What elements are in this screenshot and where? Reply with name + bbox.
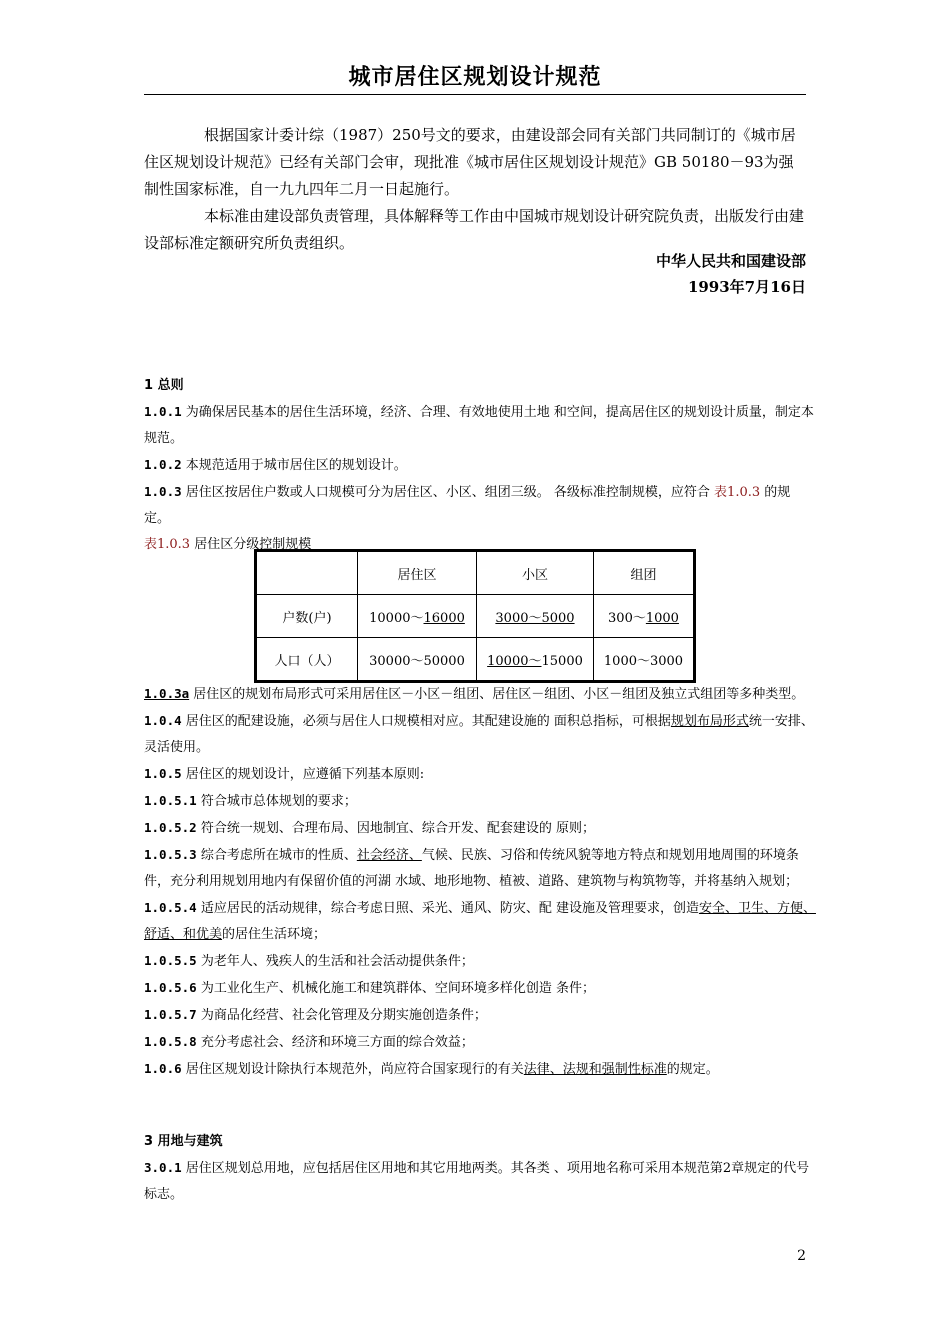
clause-text: 居住区的规划设计，应遵循下列基本原则: (181, 767, 425, 782)
clause-text: 的规定。 (666, 1062, 719, 1077)
clause-number: 1.0.5.7 (144, 1007, 197, 1022)
table-row (256, 638, 695, 682)
clause (144, 452, 816, 479)
scale-table (254, 549, 696, 683)
table-cell: 10000～15000 (477, 638, 594, 682)
clause-text-underlined: 规划布局形式 (670, 714, 749, 729)
clause-text-underlined: 安全、卫生、方便、舒适、和优美 (144, 901, 816, 942)
clause-text-underlined: 社会经济、 (356, 848, 422, 863)
clause-number: 1.0.5.5 (144, 953, 197, 968)
table-caption-ref: 表1.0.3 (144, 537, 191, 552)
clause (144, 1002, 816, 1029)
table-cell: 3000～5000 (477, 595, 594, 638)
intro-paragraph: 本标准由建设部负责管理，具体解释等工作由中国城市规划设计研究院负责，出版发行由建设部标准定额研究所负责组织。 (144, 207, 805, 252)
table-header-cell: 组团 (594, 551, 695, 595)
clause-text: 居住区的配建设施，必须与居住人口规模相对应。其配建设施的 面积总指标，可根据 (181, 714, 671, 729)
clause-text: 充分考虑社会、经济和环境三方面的综合效益； (196, 1035, 474, 1050)
clause-number: 1.0.6 (144, 1061, 182, 1076)
clause (144, 842, 816, 895)
table-header-cell: 小区 (477, 551, 594, 595)
table-cell: 30000～50000 (358, 638, 477, 682)
clause-text: 为确保居民基本的居住生活环境，经济、合理、有效地使用土地 和空间，提高居住区的规划设计质量，制定本规范。 (144, 405, 814, 446)
table-cell: 300～1000 (594, 595, 695, 638)
clause (144, 1029, 816, 1056)
clause (144, 948, 816, 975)
clause-number: 1.0.5.1 (144, 793, 197, 808)
table-cell: 1000～3000 (594, 638, 695, 682)
clause (144, 815, 816, 842)
clause-number: 1.0.3a (144, 686, 190, 701)
intro-paragraph: 根据国家计委计综（1987）250号文的要求，由建设部会同有关部门共同制订的《城市居住区规划设计规范》已经有关部门会审，现批准《城市居住区规划设计规范》GB 50180－93为强制性国家标准，自一九九四年二月一日起施行。 (144, 126, 796, 198)
clause-number: 3.0.1 (144, 1160, 182, 1175)
clause-text: 的规定。 (144, 485, 791, 526)
section-1-bottom (144, 681, 816, 1083)
page-number: 2 (797, 1248, 806, 1264)
clause-number: 1.0.1 (144, 404, 182, 419)
clause-text-underlined: 法律、法规和强制性标准 (523, 1062, 667, 1077)
clause-number: 1.0.3 (144, 484, 182, 499)
clause-text: 居住区的规划布局形式可采用居住区－小区－组团、居住区－组团、小区－组团及独立式组团等多种类型。 (189, 687, 805, 702)
table-header-cell (256, 551, 358, 595)
clause-text: 的居住生活环境； (222, 927, 327, 942)
clause-text: 居住区规划总用地，应包括居住区用地和其它用地两类。其各类 、项用地名称可采用本规范第2章规定的代号标志。 (144, 1161, 810, 1202)
section-heading: 3 用地与建筑 (144, 1134, 223, 1149)
clause (144, 1056, 816, 1083)
clause-number: 1.0.5 (144, 766, 182, 781)
clause (144, 399, 816, 452)
table-cell: 10000～16000 (358, 595, 477, 638)
clause (144, 761, 816, 788)
section-1-top (144, 373, 816, 558)
clause-text: 为老年人、残疾人的生活和社会活动提供条件； (196, 954, 474, 969)
section-heading: 1 总则 (144, 378, 184, 393)
table-cell: 户数(户) (256, 595, 358, 638)
clause-text: 为工业化生产、机械化施工和建筑群体、空间环境多样化创造 条件； (196, 981, 595, 996)
clause-text: 为商品化经营、社会化管理及分期实施创造条件； (196, 1008, 487, 1023)
clause (144, 708, 816, 761)
clause-text: 居住区按居住户数或人口规模可分为居住区、小区、组团三级。 各级标准控制规模，应符合 (181, 485, 715, 500)
page-title: 城市居住区规划设计规范 (348, 65, 602, 90)
clause-number: 1.0.5.3 (144, 847, 197, 862)
table-cell: 人口（人） (256, 638, 358, 682)
table-header-row (256, 551, 695, 595)
clause (144, 1155, 816, 1208)
clause-number: 1.0.5.4 (144, 900, 197, 915)
clause (144, 788, 816, 815)
clause-number: 1.0.5.2 (144, 820, 197, 835)
table-caption-text: 居住区分级控制规模 (190, 537, 312, 552)
clause (144, 479, 816, 532)
clause-text: 符合城市总体规划的要求； (196, 794, 357, 809)
clause (144, 975, 816, 1002)
clause-number: 1.0.2 (144, 457, 182, 472)
clause-text: 气候、民族、习俗和传统风貌等地方特点和规划用地周围的环境条件，充分利用规划用地内有保留价值的河湖 水域、地形地物、植被、道路、建筑物与构筑物等，并将基纳入规划； (144, 848, 799, 889)
clause-number: 1.0.5.8 (144, 1034, 197, 1049)
clause-number: 1.0.4 (144, 713, 182, 728)
clause-text: 综合考虑所在城市的性质、 (196, 848, 357, 863)
clause-text: 本规范适用于城市居住区的规划设计。 (181, 458, 407, 473)
title-rule (144, 94, 806, 95)
clause-text: 居住区规划设计除执行本规范外，尚应符合国家现行的有关 (181, 1062, 524, 1077)
sign-date: 1993年7月16日 (687, 278, 806, 296)
clause-text: 统一安排、灵活使用。 (144, 714, 814, 755)
signer: 中华人民共和国建设部 (655, 252, 806, 270)
table-row (256, 595, 695, 638)
clause (144, 681, 816, 708)
table-header-cell: 居住区 (358, 551, 477, 595)
table-reference-link[interactable]: 表1.0.3 (714, 485, 761, 500)
clause-number: 1.0.5.6 (144, 980, 197, 995)
section-3 (144, 1129, 816, 1208)
clause (144, 895, 816, 948)
clause-text: 适应居民的活动规律，综合考虑日照、采光、通风、防灾、配 建设施及管理要求，创造 (196, 901, 699, 916)
intro-block (144, 122, 806, 257)
clause-text: 符合统一规划、合理布局、因地制宜、综合开发、配套建设的 原则； (196, 821, 595, 836)
